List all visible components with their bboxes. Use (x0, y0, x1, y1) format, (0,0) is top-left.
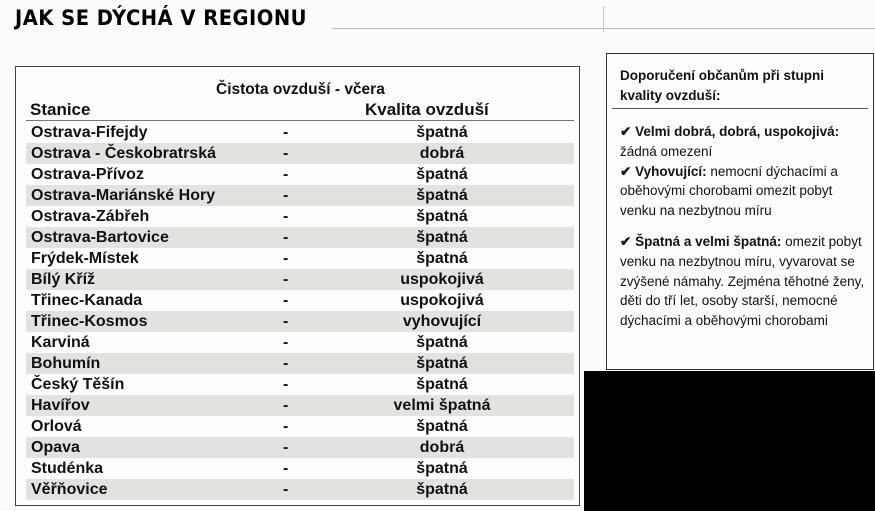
row-dash: - (283, 292, 289, 309)
table-row (26, 332, 574, 353)
quality-value: špatná (416, 250, 468, 267)
quality-value: uspokojivá (400, 271, 484, 288)
quality-value: velmi špatná (393, 397, 491, 414)
table-row (26, 122, 574, 143)
check-icon: ✔ (620, 124, 632, 139)
station-name: Věřňovice (31, 481, 108, 498)
row-dash: - (283, 376, 289, 393)
row-dash: - (283, 355, 289, 372)
row-dash: - (283, 397, 289, 414)
row-dash: - (283, 145, 289, 162)
quality-value: špatná (416, 208, 468, 225)
table-row (26, 416, 574, 437)
row-dash: - (283, 313, 289, 330)
recommendation-item (620, 232, 870, 331)
table-row (26, 206, 574, 227)
quality-value: dobrá (419, 145, 465, 162)
quality-value: špatná (416, 124, 468, 141)
recommendation-title-rule (612, 108, 868, 109)
table-row (26, 290, 574, 311)
check-icon: ✔ (620, 163, 632, 179)
table-row (26, 458, 574, 479)
quality-value: špatná (416, 166, 468, 183)
station-name: Opava (31, 439, 80, 456)
recommendation-text: omezit pobyt venku na nezbytnou míru, vyvarovat se zvýšené námahy. Zejména těhotné ženy, děti do tří let, osoby starší, nemocné dýchacími a oběhovými chorobami (620, 233, 865, 329)
column-header-quality: Kvalita ovzduší (365, 100, 489, 119)
station-name: Třinec-Kanada (31, 292, 143, 309)
row-dash: - (283, 229, 289, 246)
table-row (26, 479, 574, 500)
station-name: Havířov (31, 397, 90, 414)
quality-value: špatná (416, 334, 468, 351)
table-row (26, 353, 574, 374)
headline: JAK SE DÝCHÁ V REGIONU (15, 6, 307, 30)
row-dash: - (283, 418, 289, 435)
quality-value: špatná (416, 481, 468, 498)
column-header-station: Stanice (30, 100, 91, 119)
quality-value: špatná (416, 460, 468, 477)
row-dash: - (283, 208, 289, 225)
recommendation-label: Vyhovující: (635, 163, 707, 179)
station-name: Ostrava-Zábřeh (31, 208, 150, 225)
quality-value: špatná (416, 355, 468, 372)
black-fill-block (584, 371, 875, 511)
table-caption: Čistota ovzduší - včera (216, 81, 385, 98)
header-rule (26, 120, 574, 121)
recommendation-label: Špatná a velmi špatná: (635, 233, 782, 249)
row-dash: - (283, 439, 289, 456)
quality-value: špatná (416, 418, 468, 435)
table-row (26, 227, 574, 248)
station-name: Třinec-Kosmos (31, 313, 148, 330)
recommendation-item (620, 122, 870, 221)
table-row (26, 269, 574, 290)
row-dash: - (283, 124, 289, 141)
station-name: Český Těšín (31, 376, 125, 393)
station-name: Karviná (31, 334, 90, 351)
table-row (26, 185, 574, 206)
table-row (26, 248, 574, 269)
station-name: Bohumín (31, 355, 101, 372)
table-row (26, 143, 574, 164)
table-row (26, 395, 574, 416)
quality-value: dobrá (419, 439, 465, 456)
table-row (26, 311, 574, 332)
table-row (26, 164, 574, 185)
row-dash: - (283, 481, 289, 498)
station-name: Ostrava-Bartovice (31, 229, 169, 246)
quality-value: vyhovující (402, 313, 482, 330)
check-icon: ✔ (620, 233, 632, 249)
station-name: Orlová (31, 418, 82, 435)
recommendation-label: Velmi dobrá, dobrá, uspokojivá: (635, 124, 840, 139)
table-row (26, 374, 574, 395)
station-name: Ostrava-Přívoz (31, 166, 144, 183)
quality-value: uspokojivá (400, 292, 484, 309)
row-dash: - (283, 166, 289, 183)
row-dash: - (283, 187, 289, 204)
quality-value: špatná (416, 376, 468, 393)
station-name: Ostrava-Fifejdy (31, 124, 148, 141)
table-row (26, 437, 574, 458)
row-dash: - (283, 334, 289, 351)
quality-value: špatná (416, 229, 468, 246)
row-dash: - (283, 460, 289, 477)
quality-value: špatná (416, 187, 468, 204)
station-name: Ostrava-Mariánské Hory (31, 187, 216, 204)
station-name: Frýdek-Místek (31, 250, 139, 267)
recommendation-text: žádná omezení (620, 143, 713, 159)
recommendation-title: Doporučení občanům při stupni kvality ovzduší: (620, 68, 825, 103)
station-name: Bílý Kříž (31, 271, 96, 288)
recommendation-body (620, 122, 870, 342)
row-dash: - (283, 271, 289, 288)
station-name: Studénka (31, 460, 104, 477)
station-name: Ostrava - Českobratrská (31, 145, 216, 162)
row-dash: - (283, 250, 289, 267)
table-rows (26, 122, 574, 500)
recommendation-text: nemocní dýchacími a oběhovými chorobami omezit pobyt venku na nezbytnou míru (620, 163, 838, 219)
column-divider-mark (603, 6, 616, 32)
